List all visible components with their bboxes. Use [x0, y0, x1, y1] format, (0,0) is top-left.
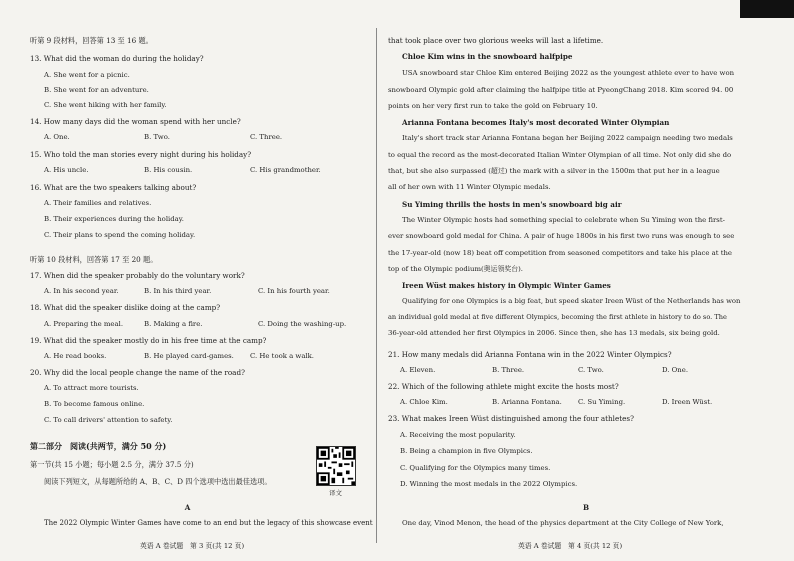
listen9-intro: 听第 9 段材料，回答第 13 至 16 题。 — [30, 36, 153, 45]
passage-line: points on her very first run to take the gold on February 10. — [388, 102, 598, 110]
option: C. Three. — [250, 133, 283, 141]
question-15: 15. Who told the man stories every night during his holiday? — [30, 150, 252, 159]
question-17: 17. When did the speaker probably do the voluntary work? — [30, 271, 245, 280]
section-heading: Arianna Fontana becomes Italy's most decorated Winter Olympian — [402, 118, 670, 127]
option: C. In his fourth year. — [258, 287, 330, 295]
option: A. One. — [44, 133, 70, 141]
option: C. She went hiking with her family. — [44, 101, 167, 109]
option: A. His uncle. — [44, 166, 89, 174]
passage-line: to equal the record as the most-decorated Italian Winter Olympian of all time. Not only did she do — [388, 151, 732, 159]
option: C. Doing the washing-up. — [258, 320, 347, 328]
option: B. Being a champion in five Olympics. — [400, 447, 533, 455]
option: B. His cousin. — [144, 166, 193, 174]
passage-line: Qualifying for one Olympics is a big feat, but speed skater Ireen Wüst of the Netherlands has won — [402, 297, 741, 305]
option: B. In his third year. — [144, 287, 212, 295]
question-21: 21. How many medals did Arianna Fontana win in the 2022 Winter Olympics? — [388, 350, 672, 359]
passage-line: snowboard Olympic gold after claiming the halfpipe title at PyeongChang 2018. Kim scored 94. 00 — [388, 86, 734, 94]
option: A. Preparing the meal. — [44, 320, 124, 328]
option: A. Chloe Kim. — [400, 398, 448, 406]
instruction: 阅读下列短文，从每题所给的 A、B、C、D 四个选项中选出最佳选项。 — [44, 477, 272, 486]
passage-line: the 17-year-old (now 18) beat off competition from seasoned competitors and take his place at the — [388, 249, 733, 257]
passage-line: that, but she also surpassed (超过) the mark with a silver in the 1500m that put her in a league — [388, 167, 720, 175]
page-footer-right: 英语 A 卷试题 第 4 页(共 12 页) — [518, 542, 623, 550]
qr-label: 译文 — [329, 489, 342, 497]
option: A. Receiving the most popularity. — [400, 431, 516, 439]
passage-line: The Winter Olympic hosts had something special to celebrate when Su Yiming won the first- — [402, 216, 725, 224]
question-16: 16. What are the two speakers talking about? — [30, 183, 197, 192]
passage-line: an individual gold medal at five different Olympics, becoming the first athlete in history to do so. The — [388, 313, 727, 321]
passage-line: USA snowboard star Chloe Kim entered Beijing 2022 as the youngest athlete ever to have won — [402, 69, 735, 77]
listen10-intro: 听第 10 段材料，回答第 17 至 20 题。 — [30, 255, 158, 264]
right-page — [378, 0, 794, 561]
option: B. Two. — [144, 133, 170, 141]
section1-header: 第一节(共 15 小题；每小题 2.5 分，满分 37.5 分) — [30, 460, 194, 469]
passage-line: ever snowboard gold medal for China. A pair of huge 1800s in his first two runs was enough to see — [388, 232, 735, 240]
option: C. Their plans to spend the coming holiday. — [44, 231, 196, 239]
option: A. He read books. — [44, 352, 107, 360]
question-19: 19. What did the speaker mostly do in his free time at the camp? — [30, 336, 267, 345]
page-footer-left: 英语 A 卷试题 第 3 页(共 12 页) — [140, 542, 245, 550]
question-22: 22. Which of the following athlete might excite the hosts most? — [388, 382, 619, 391]
section-heading: Ireen Wüst makes history in Olympic Winter Games — [402, 281, 611, 290]
option: B. To become famous online. — [44, 400, 145, 408]
option: C. Su Yiming. — [578, 398, 626, 406]
column-divider — [376, 28, 377, 543]
option: A. Their families and relatives. — [44, 199, 152, 207]
qr-code — [316, 446, 356, 486]
passage-line: all of her own with 11 Winter Olympic medals. — [388, 183, 551, 191]
qr-code-image — [317, 447, 355, 485]
option: C. Two. — [578, 366, 604, 374]
option: C. His grandmother. — [250, 166, 321, 174]
option: C. He took a walk. — [250, 352, 314, 360]
question-20: 20. Why did the local people change the name of the road? — [30, 368, 245, 377]
option: B. Arianna Fontana. — [492, 398, 562, 406]
passage-a-first-line: The 2022 Olympic Winter Games have come to an end but the legacy of this showcase event — [44, 519, 373, 527]
option: D. One. — [662, 366, 689, 374]
option: C. Qualifying for the Olympics many times. — [400, 464, 551, 472]
option: C. To call drivers' attention to safety. — [44, 416, 173, 424]
option: D. Winning the most medals in the 2022 Olympics. — [400, 480, 578, 488]
passage-b-first-line: One day, Vinod Menon, the head of the physics department at the City College of New York, — [402, 519, 724, 527]
left-page — [0, 0, 375, 561]
question-23: 23. What makes Ireen Wüst distinguished among the four athletes? — [388, 414, 634, 423]
passage-a-label: A — [184, 503, 191, 512]
option: A. To attract more tourists. — [44, 384, 139, 392]
passage-line: Italy's short track star Arianna Fontana began her Beijing 2022 campaign needing two medals — [402, 134, 733, 142]
option: A. In his second year. — [44, 287, 119, 295]
option: A. Eleven. — [400, 366, 436, 374]
option: D. Ireen Wüst. — [662, 398, 713, 406]
option: B. She went for an adventure. — [44, 86, 149, 94]
option: B. He played card-games. — [144, 352, 234, 360]
passage-b-label: B — [582, 503, 590, 512]
question-14: 14. How many days did the woman spend with her uncle? — [30, 117, 241, 126]
section-heading: Su Yiming thrills the hosts in men's snowboard big air — [402, 200, 622, 209]
part2-title: 第二部分 阅读(共两节，满分 50 分) — [30, 441, 167, 451]
passage-line: 36-year-old attended her first Olympics in 2006. Since then, she has 13 medals, six being gold. — [388, 329, 720, 337]
option: A. She went for a picnic. — [44, 71, 130, 79]
option: B. Three. — [492, 366, 525, 374]
question-18: 18. What did the speaker dislike doing at the camp? — [30, 303, 221, 312]
passage-continuation: that took place over two glorious weeks will last a lifetime. — [388, 36, 604, 45]
passage-line: top of the Olympic podium(奥运领奖台). — [388, 265, 523, 273]
section-heading: Chloe Kim wins in the snowboard halfpipe — [402, 52, 573, 61]
question-13: 13. What did the woman do during the holiday? — [30, 54, 204, 63]
option: B. Making a fire. — [144, 320, 203, 328]
option: B. Their experiences during the holiday. — [44, 215, 184, 223]
